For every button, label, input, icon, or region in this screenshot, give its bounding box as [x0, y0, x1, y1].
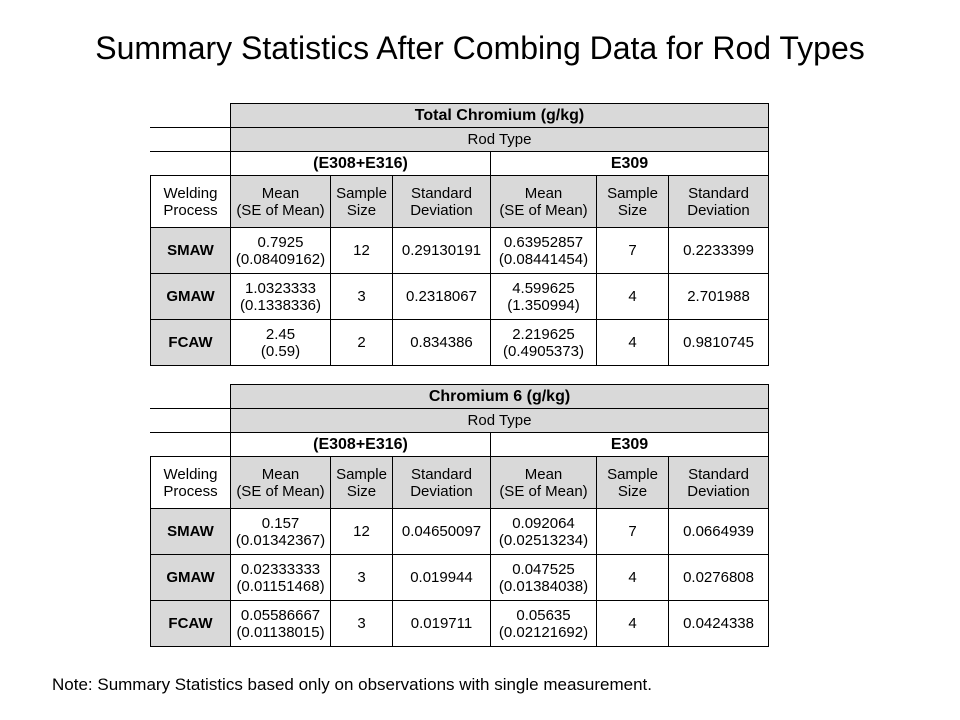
cell-line: (0.02121692): [498, 623, 589, 641]
cell-line: 0.04650097: [401, 523, 482, 540]
table-row: [151, 601, 769, 647]
mean-cell: [231, 274, 331, 320]
column-header: [331, 176, 393, 228]
rod-type-heading: Rod Type: [231, 128, 769, 152]
cell-line: 0.834386: [410, 334, 473, 351]
std-dev-cell: [393, 601, 491, 647]
std-dev-cell: [669, 555, 769, 601]
column-header-line: (SE of Mean): [499, 201, 588, 219]
std-dev-cell: [669, 228, 769, 274]
sample-size-cell: [597, 555, 669, 601]
table-row: [151, 555, 769, 601]
group-e309: E309: [491, 433, 769, 457]
column-header-line: (SE of Mean): [236, 482, 325, 500]
sample-size-cell: [597, 509, 669, 555]
cell-line: 4: [628, 569, 637, 586]
rod-type-heading: Rod Type: [231, 409, 769, 433]
mean-cell: [491, 555, 597, 601]
cell-line: 4: [628, 334, 637, 351]
welding-process-header: [151, 457, 231, 509]
cell-line: 2.219625: [512, 325, 575, 343]
column-header-line: Standard: [688, 465, 749, 483]
cell-line: 0.63952857: [503, 233, 584, 251]
column-header-line: Process: [163, 482, 218, 500]
cell-line: 3: [357, 615, 366, 632]
sample-size-cell: [331, 228, 393, 274]
column-header-line: (SE of Mean): [499, 482, 588, 500]
cell-line: 0.0276808: [683, 569, 754, 586]
process-label: SMAW: [151, 228, 231, 274]
column-header-line: Mean: [524, 184, 563, 202]
sample-size-cell: [597, 601, 669, 647]
process-label: GMAW: [151, 555, 231, 601]
column-header-line: Deviation: [410, 482, 473, 500]
mean-cell: [231, 509, 331, 555]
chromium-6-table: [150, 384, 769, 647]
cell-line: (0.02513234): [498, 531, 589, 549]
column-header-line: Deviation: [687, 201, 750, 219]
column-header-line: Mean: [261, 465, 300, 483]
sample-size-cell: [331, 555, 393, 601]
cell-line: (0.01151468): [236, 577, 325, 595]
column-header: [393, 176, 491, 228]
cell-line: 0.0664939: [683, 523, 754, 540]
std-dev-cell: [393, 228, 491, 274]
cell-line: (0.01342367): [235, 531, 326, 549]
column-header-line: Size: [346, 201, 377, 219]
column-header-line: Size: [617, 201, 648, 219]
mean-cell: [231, 601, 331, 647]
spacer-cell: [151, 128, 231, 152]
cell-line: 0.157: [261, 514, 300, 532]
mean-cell: [231, 228, 331, 274]
cell-line: 4.599625: [512, 279, 575, 297]
mean-cell: [231, 555, 331, 601]
spacer-cell: [151, 152, 231, 176]
column-header: [669, 457, 769, 509]
welding-process-header: [151, 176, 231, 228]
group-e308-e316: (E308+E316): [231, 152, 491, 176]
column-header: [393, 457, 491, 509]
std-dev-cell: [669, 601, 769, 647]
column-header-line: Mean: [261, 184, 300, 202]
spacer-cell: [151, 385, 231, 409]
cell-line: 0.2318067: [406, 288, 477, 305]
cell-line: 0.0424338: [683, 615, 754, 632]
table-row: [151, 509, 769, 555]
column-header-line: Size: [346, 482, 377, 500]
table-row: [151, 274, 769, 320]
column-header-line: Sample: [607, 465, 658, 483]
cell-line: 12: [353, 242, 370, 259]
page-title: Summary Statistics After Combing Data for Rod Types: [95, 30, 865, 66]
column-header-line: Deviation: [410, 201, 473, 219]
std-dev-cell: [669, 509, 769, 555]
cell-line: 0.2233399: [683, 242, 754, 259]
cell-line: 1.0323333: [245, 279, 316, 297]
cell-line: (0.4905373): [503, 342, 584, 360]
cell-line: 0.019711: [410, 615, 473, 632]
sample-size-cell: [331, 509, 393, 555]
column-header-line: Standard: [411, 184, 472, 202]
cell-line: 4: [628, 615, 637, 632]
spacer-cell: [151, 409, 231, 433]
cell-line: (1.350994): [507, 296, 580, 314]
column-header-line: Deviation: [687, 482, 750, 500]
cell-line: 2.45: [265, 325, 296, 343]
cell-line: 0.092064: [512, 514, 575, 532]
spacer-cell: [151, 433, 231, 457]
column-header-line: Sample: [336, 184, 387, 202]
cell-line: 0.9810745: [683, 334, 754, 351]
group-e308-e316: (E308+E316): [231, 433, 491, 457]
process-label: FCAW: [151, 320, 231, 366]
column-header-line: Standard: [688, 184, 749, 202]
table-row: [151, 228, 769, 274]
cell-line: 7: [628, 523, 637, 540]
column-header: [231, 176, 331, 228]
cell-line: (0.08409162): [235, 250, 326, 268]
process-label: FCAW: [151, 601, 231, 647]
table-row: [151, 320, 769, 366]
cell-line: (0.59): [260, 342, 301, 360]
std-dev-cell: [669, 320, 769, 366]
column-header: [231, 457, 331, 509]
column-header-line: Welding: [163, 465, 218, 483]
column-header: [597, 176, 669, 228]
column-header-line: (SE of Mean): [236, 201, 325, 219]
sample-size-cell: [597, 274, 669, 320]
mean-cell: [491, 274, 597, 320]
column-header: [669, 176, 769, 228]
mean-cell: [491, 601, 597, 647]
spacer-cell: [151, 104, 231, 128]
cell-line: 0.7925: [257, 233, 304, 251]
cell-line: 0.02333333: [240, 560, 321, 578]
cell-line: 0.019944: [410, 569, 473, 586]
cell-line: (0.01138015): [236, 623, 325, 641]
cell-line: 2.701988: [687, 288, 750, 305]
cell-line: (0.01384038): [498, 577, 589, 595]
cell-line: 3: [357, 569, 366, 586]
cell-line: 0.29130191: [401, 242, 482, 259]
column-header-line: Sample: [607, 184, 658, 202]
sample-size-cell: [331, 320, 393, 366]
process-label: GMAW: [151, 274, 231, 320]
cell-line: 0.05635: [516, 606, 571, 624]
column-header: [491, 457, 597, 509]
cell-line: 4: [628, 288, 637, 305]
total-chromium-table: [150, 103, 769, 366]
cell-line: 2: [357, 334, 366, 351]
table-heading: Chromium 6 (g/kg): [231, 385, 769, 409]
column-header-line: Welding: [163, 184, 218, 202]
column-header: [597, 457, 669, 509]
std-dev-cell: [393, 320, 491, 366]
column-header: [491, 176, 597, 228]
process-label: SMAW: [151, 509, 231, 555]
mean-cell: [491, 509, 597, 555]
sample-size-cell: [331, 274, 393, 320]
footnote: Note: Summary Statistics based only on observations with single measurement.: [52, 675, 652, 694]
sample-size-cell: [597, 228, 669, 274]
sample-size-cell: [597, 320, 669, 366]
column-header-line: Sample: [336, 465, 387, 483]
mean-cell: [491, 228, 597, 274]
column-header-line: Mean: [524, 465, 563, 483]
column-header: [331, 457, 393, 509]
cell-line: 7: [628, 242, 637, 259]
std-dev-cell: [669, 274, 769, 320]
cell-line: (0.1338336): [240, 296, 321, 314]
std-dev-cell: [393, 555, 491, 601]
group-e309: E309: [491, 152, 769, 176]
column-header-line: Standard: [411, 465, 472, 483]
column-header-line: Size: [617, 482, 648, 500]
mean-cell: [231, 320, 331, 366]
cell-line: 0.05586667: [240, 606, 321, 624]
table-heading: Total Chromium (g/kg): [231, 104, 769, 128]
std-dev-cell: [393, 509, 491, 555]
mean-cell: [491, 320, 597, 366]
cell-line: 0.047525: [512, 560, 575, 578]
cell-line: 3: [357, 288, 366, 305]
column-header-line: Process: [163, 201, 218, 219]
std-dev-cell: [393, 274, 491, 320]
sample-size-cell: [331, 601, 393, 647]
cell-line: (0.08441454): [498, 250, 589, 268]
cell-line: 12: [353, 523, 370, 540]
